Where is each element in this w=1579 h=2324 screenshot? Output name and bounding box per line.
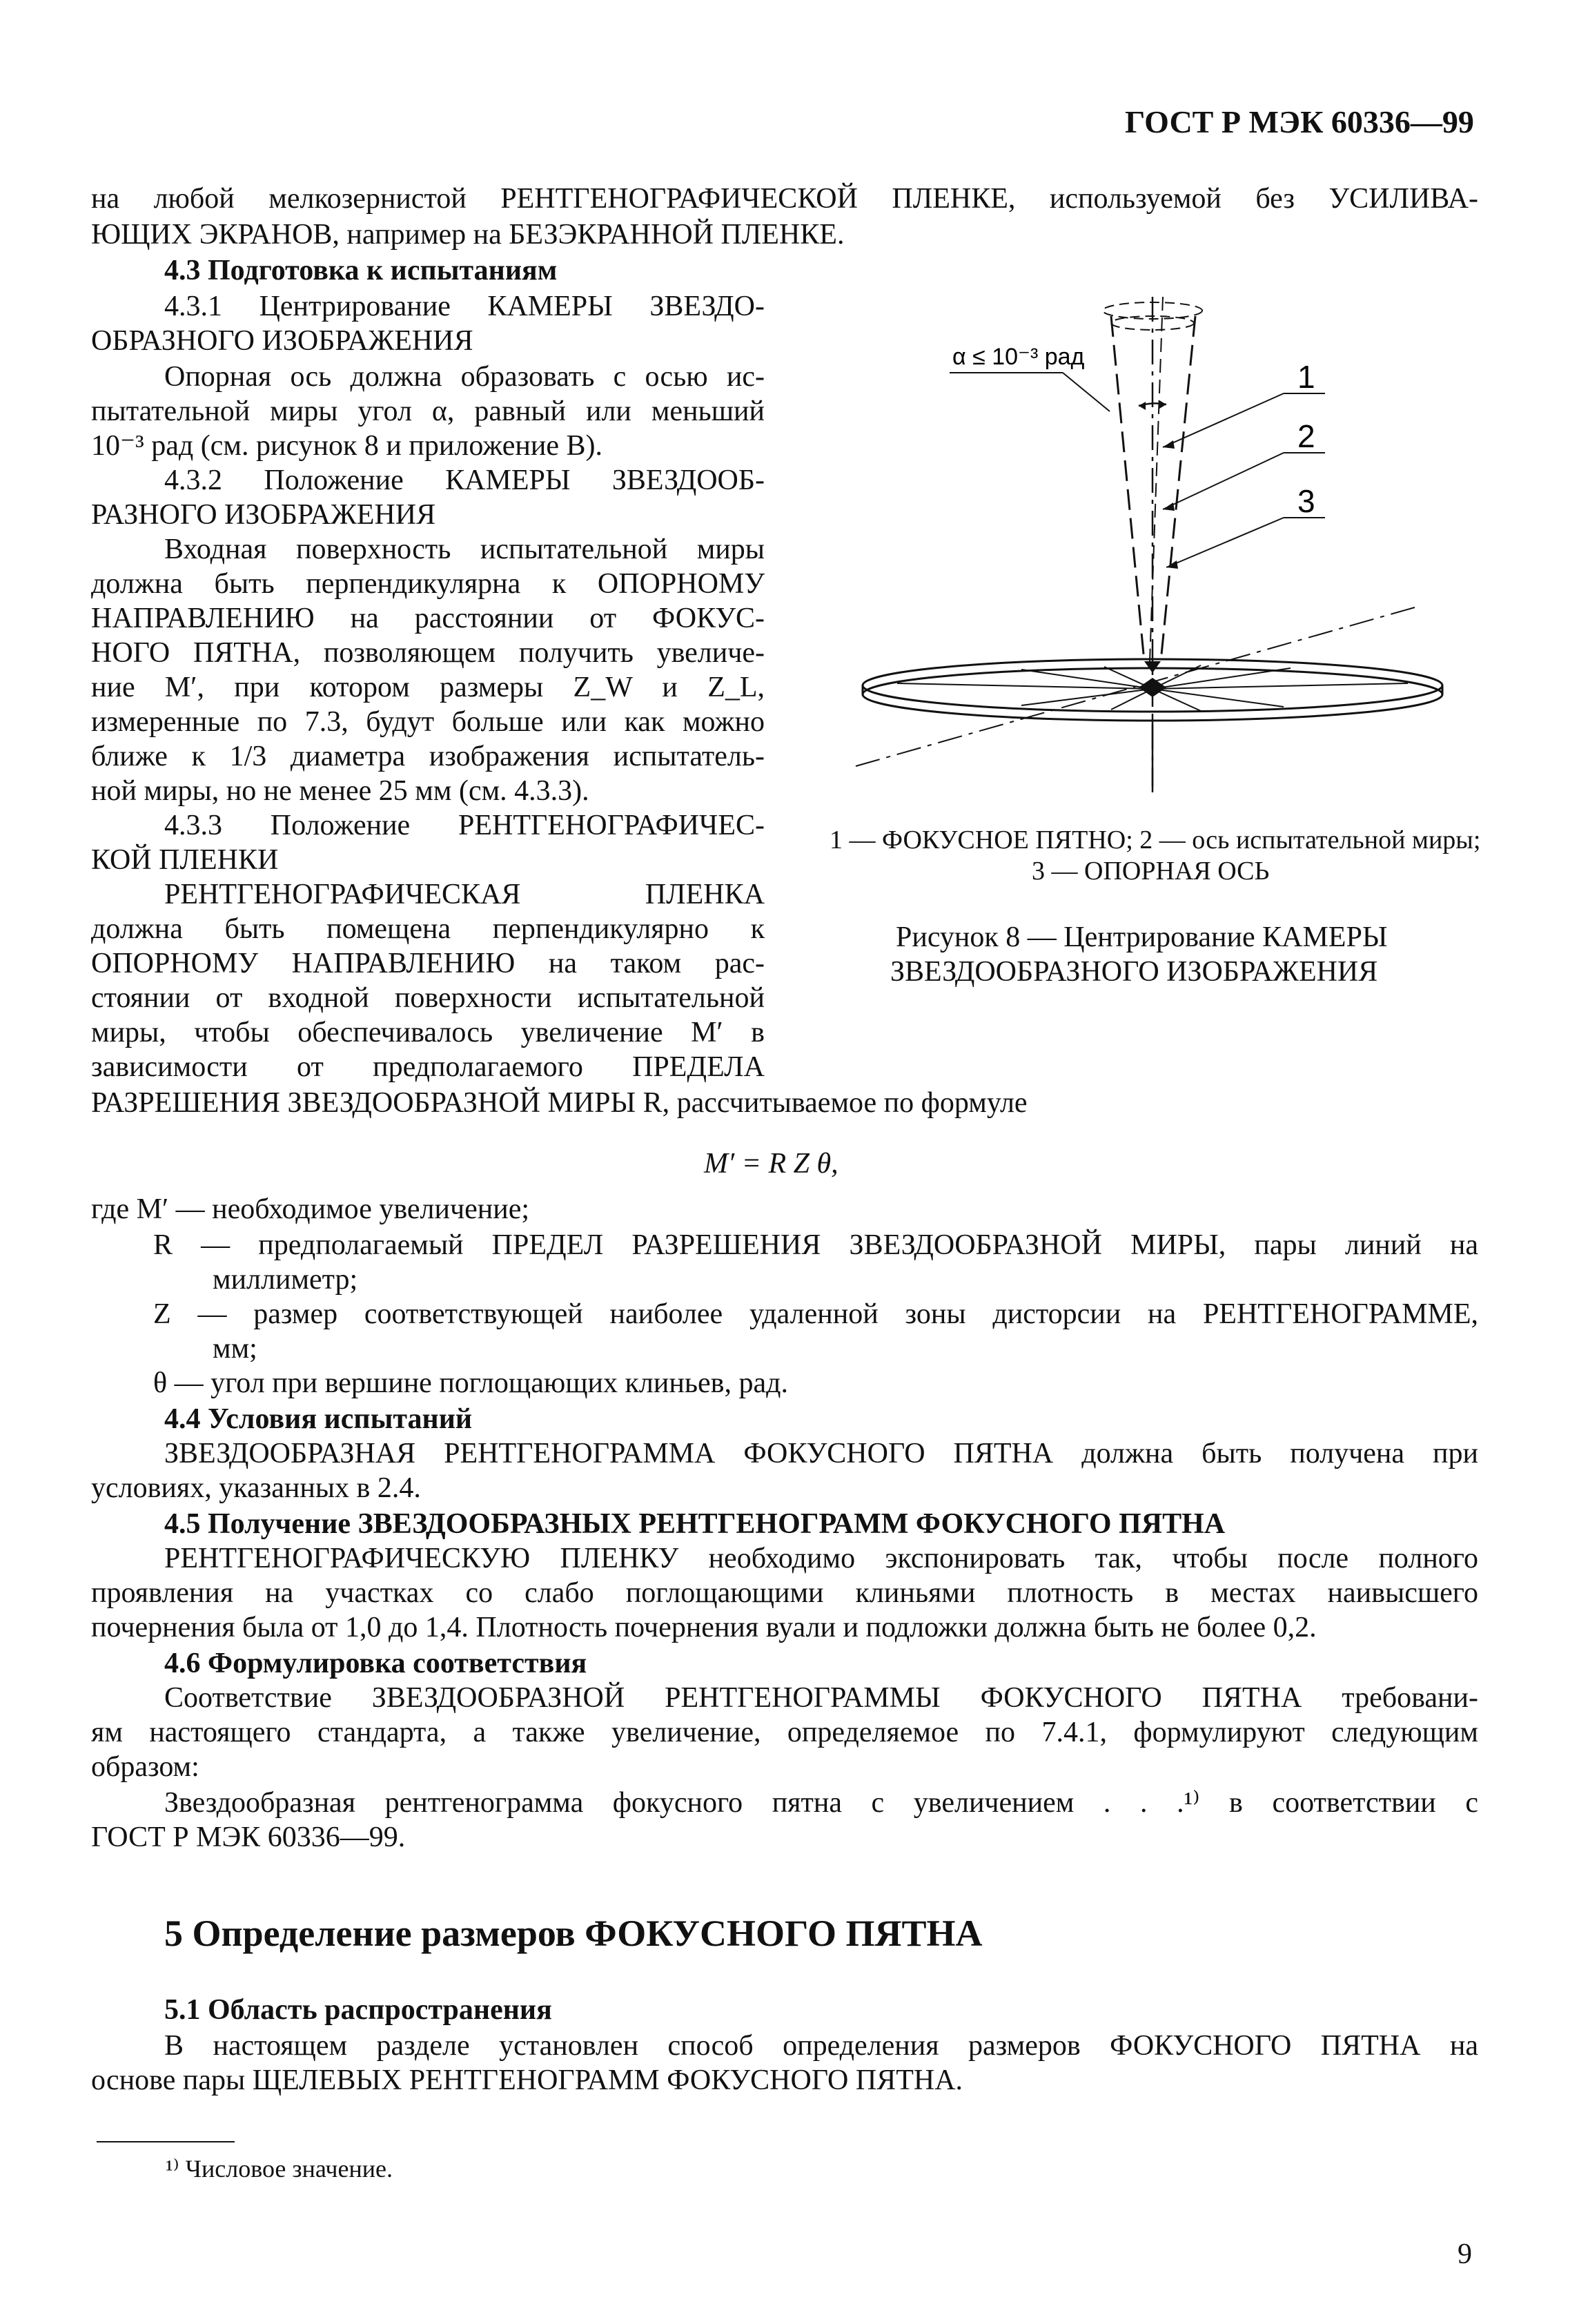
cone-left-line — [1111, 316, 1144, 661]
callout-1: 1 — [1297, 359, 1315, 395]
arrow-head-icon — [1159, 400, 1166, 409]
paragraph-line: условиях, указанных в 2.4. — [91, 1472, 421, 1504]
subsection-4-3-3: 4.3.3 Положение РЕНТГЕНОГРАФИЧЕС- — [164, 810, 765, 841]
paragraph-line: ближе к 1/3 диаметра изображения испытатель- — [91, 741, 765, 772]
paragraph-line: ОПОРНОМУ НАПРАВЛЕНИЮ на таком рас- — [91, 948, 765, 979]
subsection-4-3-3: КОЙ ПЛЕНКИ — [91, 844, 279, 876]
paragraph-line: измеренные по 7.3, будут больше или как можно — [91, 706, 765, 738]
paragraph-line: НОГО ПЯТНА, позволяющем получить увеличе- — [91, 637, 765, 669]
arrow-head-icon — [1163, 502, 1175, 511]
page-number: 9 — [1458, 2238, 1472, 2270]
callout-2: 2 — [1297, 418, 1315, 454]
figure-legend-line: 1 — ФОКУСНОЕ ПЯТНО; 2 — ось испытательной миры; — [830, 826, 1481, 855]
footnote-separator — [97, 2141, 235, 2142]
figure-caption: Рисунок 8 — Центрирование КАМЕРЫ — [896, 921, 1388, 953]
paragraph-line: стоянии от входной поверхности испытательной — [91, 982, 765, 1014]
paragraph-line: миры, чтобы обеспечивалось увеличение M′ в — [91, 1017, 765, 1048]
section-heading-4-6: 4.6 Формулировка соответствия — [164, 1648, 587, 1679]
paragraph-line: почернения была от 1,0 до 1,4. Плотность почернения вуали и подложки должна быть не более 0,2. — [91, 1612, 1317, 1643]
paragraph-line: ние M′, при котором размеры Z_W и Z_L, — [91, 672, 765, 703]
paragraph-line: Опорная ось должна образовать с осью ис- — [164, 361, 765, 393]
subsection-4-3-2: 4.3.2 Положение КАМЕРЫ ЗВЕЗДООБ- — [164, 465, 765, 496]
where-line: мм; — [213, 1333, 257, 1365]
where-line: R — предполагаемый ПРЕДЕЛ РАЗРЕШЕНИЯ ЗВЕЗДООБРАЗНОЙ МИРЫ, пары линий на — [153, 1229, 1478, 1261]
paragraph-line: НАПРАВЛЕНИЮ на расстоянии от ФОКУС- — [91, 603, 765, 634]
subsection-heading-5-1: 5.1 Область распространения — [164, 1994, 552, 2026]
arrow-head-icon — [1166, 560, 1178, 569]
paragraph-line: ЗВЕЗДООБРАЗНАЯ РЕНТГЕНОГРАММА ФОКУСНОГО ПЯТНА должна быть получена при — [164, 1438, 1478, 1469]
paragraph-line: должна быть помещена перпендикулярно к — [91, 913, 765, 945]
paragraph-line: 10⁻³ рад (см. рисунок 8 и приложение В). — [91, 430, 602, 462]
intro-line: ЮЩИХ ЭКРАНОВ, например на БЕЗЭКРАННОЙ ПЛЕНКЕ. — [91, 219, 845, 251]
paragraph-line: Соответствие ЗВЕЗДООБРАЗНОЙ РЕНТГЕНОГРАММЫ ФОКУСНОГО ПЯТНА требовани- — [164, 1682, 1478, 1714]
section-heading-4-3: 4.3 Подготовка к испытаниям — [164, 255, 558, 286]
paragraph-line: РЕНТГЕНОГРАФИЧЕСКАЯ ПЛЕНКА — [164, 879, 765, 910]
subsection-4-3-2: РАЗНОГО ИЗОБРАЖЕНИЯ — [91, 499, 436, 531]
callout-3: 3 — [1297, 483, 1315, 519]
figure-legend-line: 3 — ОПОРНАЯ ОСЬ — [1032, 857, 1270, 886]
callout-1-leader — [1163, 393, 1284, 447]
paragraph-line: должна быть перпендикулярна к ОПОРНОМУ — [91, 568, 765, 600]
where-line: где M′ — необходимое увеличение; — [91, 1193, 530, 1225]
paragraph-line: В настоящем разделе установлен способ определения размеров ФОКУСНОГО ПЯТНА на — [164, 2030, 1478, 2062]
paragraph-line: ям настоящего стандарта, а также увеличение, определяемое по 7.4.1, формулируют следующим — [91, 1717, 1478, 1748]
figure-8-star-camera-diagram — [814, 283, 1477, 814]
section-heading-4-4: 4.4 Условия испытаний — [164, 1403, 473, 1435]
document-id-header: ГОСТ Р МЭК 60336—99 — [1125, 104, 1474, 139]
cone-right-line — [1161, 316, 1195, 661]
paragraph-line: зависимости от предполагаемого ПРЕДЕЛА — [91, 1051, 765, 1083]
figure-caption: ЗВЕЗДООБРАЗНОГО ИЗОБРАЖЕНИЯ — [890, 956, 1378, 988]
paragraph-line: Звездообразная рентгенограмма фокусного пятна с увеличением . . .¹⁾ в соответствии с — [164, 1787, 1478, 1819]
subsection-4-3-1: 4.3.1 Центрирование КАМЕРЫ ЗВЕЗДО- — [164, 291, 765, 322]
intro-line: на любой мелкозернистой РЕНТГЕНОГРАФИЧЕСКОЙ ПЛЕНКЕ, используемой без УСИЛИВА- — [91, 183, 1478, 215]
arrow-head-icon — [1163, 440, 1175, 449]
paragraph-line: ной миры, но не менее 25 мм (см. 4.3.3). — [91, 775, 589, 807]
paragraph-line: образом: — [91, 1751, 199, 1783]
where-line: миллиметр; — [213, 1264, 358, 1296]
paragraph-line: РАЗРЕШЕНИЯ ЗВЕЗДООБРАЗНОЙ МИРЫ R, рассчитываемое по формуле — [91, 1087, 1028, 1119]
paragraph-line: проявления на участках со слабо поглощающими клиньями плотность в местах наивысшего — [91, 1577, 1478, 1609]
section-heading-4-5: 4.5 Получение ЗВЕЗДООБРАЗНЫХ РЕНТГЕНОГРАММ ФОКУСНОГО ПЯТНА — [164, 1508, 1226, 1540]
formula: M′ = R Z θ, — [704, 1148, 838, 1180]
paragraph-line: пытательной миры угол α, равный или меньший — [91, 396, 765, 427]
callout-3-leader — [1166, 518, 1284, 567]
footnote: ¹⁾ Числовое значение. — [166, 2155, 393, 2183]
where-line: θ — угол при вершине поглощающих клиньев, рад. — [153, 1367, 788, 1399]
paragraph-line: РЕНТГЕНОГРАФИЧЕСКУЮ ПЛЕНКУ необходимо экспонировать так, чтобы после полного — [164, 1543, 1478, 1574]
angle-label: α ≤ 10⁻³ рад — [952, 344, 1085, 370]
where-line: Z — размер соответствующей наиболее удаленной зоны дисторсии на РЕНТГЕНОГРАММЕ, — [153, 1298, 1478, 1330]
subsection-4-3-1: ОБРАЗНОГО ИЗОБРАЖЕНИЯ — [91, 325, 473, 357]
paragraph-line: основе пары ЩЕЛЕВЫХ РЕНТГЕНОГРАММ ФОКУСНОГО ПЯТНА. — [91, 2064, 963, 2096]
oblique-axis-line — [856, 607, 1415, 766]
angle-leader-line — [1063, 373, 1110, 411]
arrow-head-icon — [1139, 402, 1146, 410]
paragraph-line: ГОСТ Р МЭК 60336—99. — [91, 1822, 406, 1853]
paragraph-line: Входная поверхность испытательной миры — [164, 534, 765, 565]
section-heading-5: 5 Определение размеров ФОКУСНОГО ПЯТНА — [164, 1913, 983, 1954]
